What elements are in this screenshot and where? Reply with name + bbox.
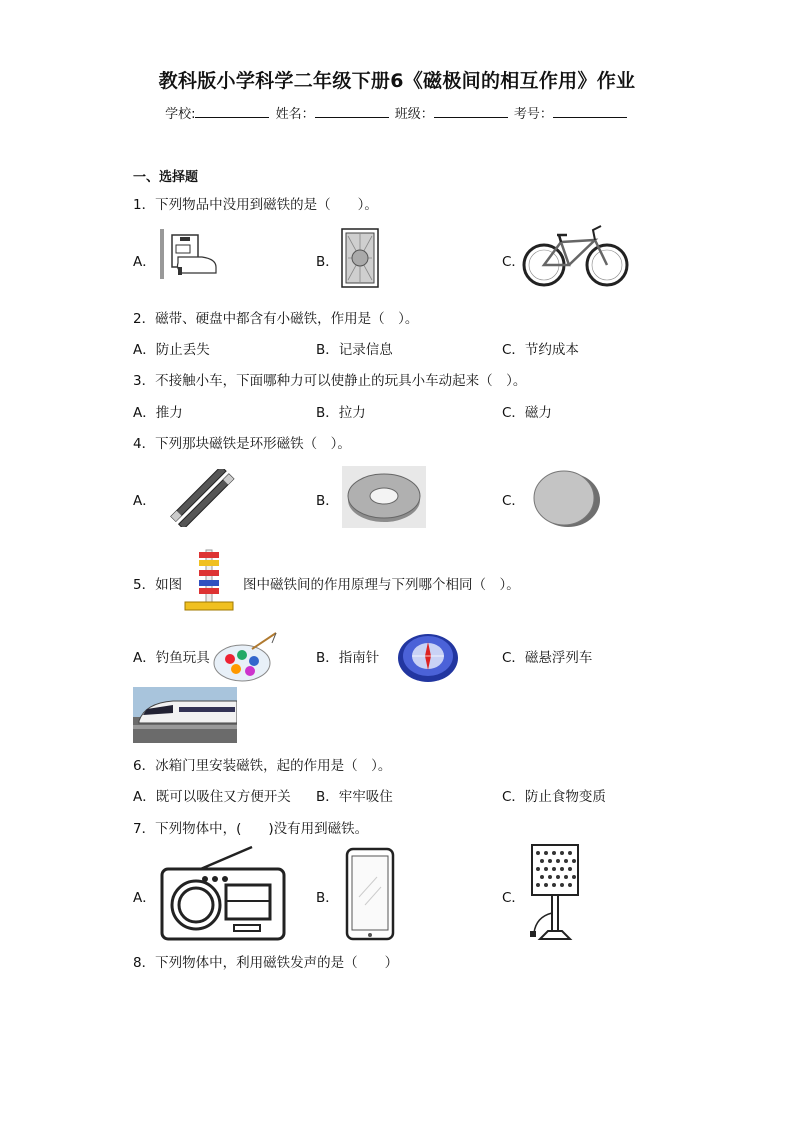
q2-option-b[interactable]: B．记录信息 [316,342,393,358]
stacked-magnets-icon [181,548,237,614]
compass-icon [396,628,460,684]
exam-no-blank[interactable] [553,104,627,118]
student-info-line [0,103,794,122]
question-5-stem-prefix: 5．如图 [133,577,183,593]
question-3-stem: 3．不接触小车，下面哪种力可以使静止的玩具小车动起来（ ）。 [133,373,527,389]
question-2-stem: 2．磁带、硬盘中都含有小磁铁，作用是（ ）。 [133,311,419,327]
question-6-stem: 6．冰箱门里安装磁铁，起的作用是（ ）。 [133,758,392,774]
bar-magnets-icon [165,469,240,527]
q6-option-a[interactable]: A．既可以吸住又方便开关 [133,789,291,805]
lamp-icon [522,843,584,943]
q6-option-c[interactable]: C．防止食物变质 [502,789,606,805]
class-blank[interactable] [434,104,508,118]
q4-option-a[interactable]: A． [133,493,156,509]
card-reader-icon [158,229,218,279]
name-label: 姓名： [275,107,315,122]
q4-option-b[interactable]: B． [316,493,339,509]
q5-option-b[interactable]: B．指南针 [316,650,380,666]
q3-option-b[interactable]: B．拉力 [316,405,366,421]
q6-option-b[interactable]: B．牢牢吸住 [316,789,393,805]
school-label: 学校: [165,107,196,122]
q7-option-c[interactable]: C． [502,890,525,906]
smartphone-icon [345,847,395,941]
q5-option-a[interactable]: A．钓鱼玩具 [133,650,210,666]
disc-magnet-icon [530,467,602,529]
question-7-stem: 7．下列物体中，( )没有用到磁铁。 [133,821,369,837]
bicycle-icon [521,222,631,290]
q3-option-c[interactable]: C．磁力 [502,405,552,421]
name-blank[interactable] [315,104,389,118]
question-4-stem: 4．下列那块磁铁是环形磁铁（ ）。 [133,436,351,452]
q1-option-b[interactable]: B． [316,254,339,270]
question-8-stem: 8．下列物体中，利用磁铁发声的是（ ） [133,955,399,971]
q2-option-c[interactable]: C．节约成本 [502,342,579,358]
q3-option-a[interactable]: A．推力 [133,405,183,421]
q2-option-a[interactable]: A．防止丢失 [133,342,210,358]
speaker-icon [340,228,380,288]
school-blank[interactable] [195,104,269,118]
exam-no-label: 考号： [513,107,553,122]
section-heading: 一、选择题 [133,170,199,185]
page-title: 教科版小学科学二年级下册6《磁极间的相互作用》作业 [158,70,636,92]
question-5-stem-suffix: 图中磁铁间的作用原理与下列哪个相同（ ）。 [243,577,520,593]
q7-option-b[interactable]: B． [316,890,339,906]
q4-option-c[interactable]: C． [502,493,525,509]
ring-magnet-icon [342,466,426,528]
q7-option-a[interactable]: A． [133,890,156,906]
class-label: 班级： [394,107,434,122]
radio-icon [160,845,286,941]
q1-option-c[interactable]: C． [502,254,525,270]
q1-option-a[interactable]: A． [133,254,156,270]
q5-option-c[interactable]: C．磁悬浮列车 [502,650,593,666]
question-1-stem: 1．下列物品中没用到磁铁的是（ ）。 [133,197,378,213]
maglev-train-icon [133,687,237,743]
fishing-toy-icon [212,629,278,685]
